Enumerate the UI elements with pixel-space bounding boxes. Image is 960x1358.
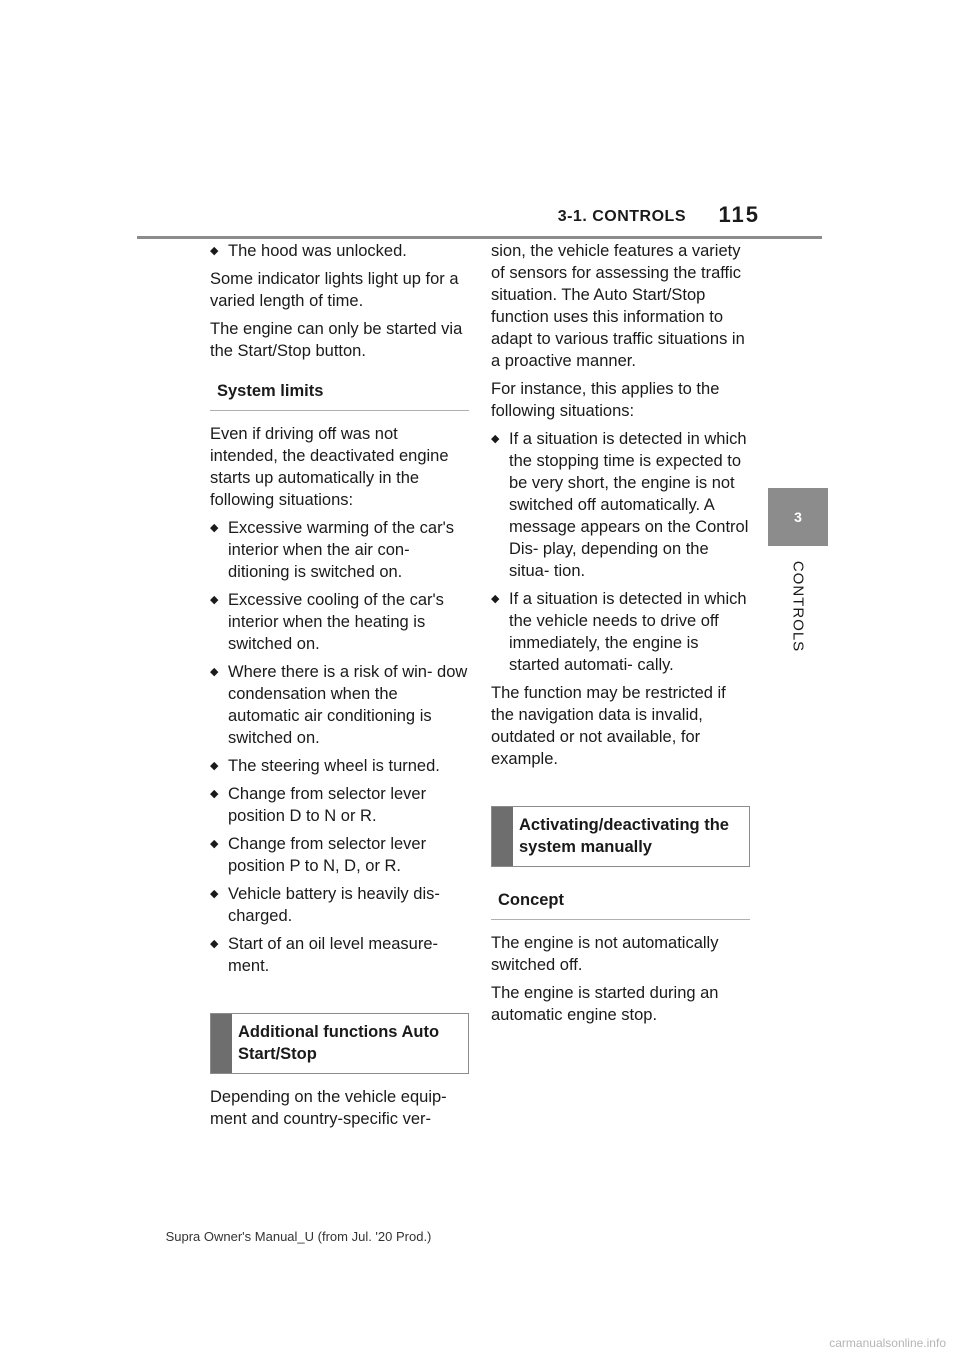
list-item [491,428,750,582]
page-footer: Supra Owner's Manual_U (from Jul. '20 Prod.) [165,1229,432,1244]
bullet-text: If a situation is detected in which the vehicle needs to drive off immediately, the engine is started automati- cally. [509,590,747,674]
diamond-bullet-icon: ◆ [491,433,500,445]
list-item [210,755,469,777]
diamond-bullet-icon: ◆ [210,760,219,772]
heading-additional-functions [210,1013,469,1074]
list-item [210,883,469,927]
left-column [210,240,469,1136]
chapter-label: CONTROLS [789,560,807,653]
diamond-bullet-icon: ◆ [210,938,219,950]
diamond-bullet-icon: ◆ [491,593,500,605]
right-column [491,240,750,1032]
page-header [137,200,822,239]
diamond-bullet-icon: ◆ [210,888,219,900]
list-item [210,517,469,583]
watermark: carmanualsonline.info [829,1336,946,1350]
diamond-bullet-icon: ◆ [210,522,219,534]
heading-accent-bar [492,807,513,866]
list-item [210,833,469,877]
paragraph: Even if driving off was not intended, the deactivated engine starts up automatically in the following situations: [210,425,449,509]
diamond-bullet-icon: ◆ [210,594,219,606]
bullet-text: Where there is a risk of win- dow condensation when the automatic air conditioning is switched on. [228,663,468,747]
list-item [210,661,469,749]
heading-text: Activating/deactivating the system manually [519,816,729,856]
heading-activating-deactivating [491,806,750,867]
bullet-text: Change from selector lever position P to N, D, or R. [228,835,427,875]
list-item [210,589,469,655]
bullet-text: Excessive warming of the car's interior when the air con- ditioning is switched on. [228,519,454,581]
diamond-bullet-icon: ◆ [210,245,219,257]
diamond-bullet-icon: ◆ [210,788,219,800]
list-item [210,240,469,262]
bullet-text: Start of an oil level measure- ment. [228,935,439,975]
paragraph: sion, the vehicle features a variety of sensors for assessing the traffic situation. The Auto Start/Stop function uses this information to adapt to various traffic situations in a proactive manner. [491,242,745,370]
chapter-tab[interactable]: 3 [768,488,828,546]
bullet-text: The steering wheel is turned. [228,757,440,775]
paragraph: For instance, this applies to the following situations: [491,380,720,420]
bullet-text: The hood was unlocked. [228,242,407,260]
heading-accent-bar [211,1014,232,1073]
paragraph: The engine is not automatically switched off. [491,934,719,974]
paragraph: The engine is started during an automatic engine stop. [491,984,719,1024]
bullet-text: Vehicle battery is heavily dis- charged. [228,885,440,925]
heading-system-limits: System limits [210,370,469,411]
paragraph: Some indicator lights light up for a varied length of time. [210,270,459,310]
paragraph: The engine can only be started via the Start/Stop button. [210,320,463,360]
diamond-bullet-icon: ◆ [210,838,219,850]
list-item [210,783,469,827]
bullet-text: Excessive cooling of the car's interior when the heating is switched on. [228,591,444,653]
heading-text: Additional functions Auto Start/Stop [238,1023,440,1063]
list-item [491,588,750,676]
paragraph: The function may be restricted if the navigation data is invalid, outdated or not available, for example. [491,684,726,768]
paragraph: Depending on the vehicle equip- ment and country-specific ver- [210,1088,447,1128]
bullet-text: If a situation is detected in which the stopping time is expected to be very short, the engine is not switched off automatically. A message appears on the Control Dis- play, depending on the situa- tion. [509,430,749,580]
bullet-text: Change from selector lever position D to N or R. [228,785,427,825]
page-number: 115 [718,202,760,227]
section-title: 3-1. CONTROLS [557,208,686,225]
heading-concept: Concept [491,879,750,920]
spacer [210,983,469,1005]
list-item [210,933,469,977]
spacer [491,776,750,798]
diamond-bullet-icon: ◆ [210,666,219,678]
